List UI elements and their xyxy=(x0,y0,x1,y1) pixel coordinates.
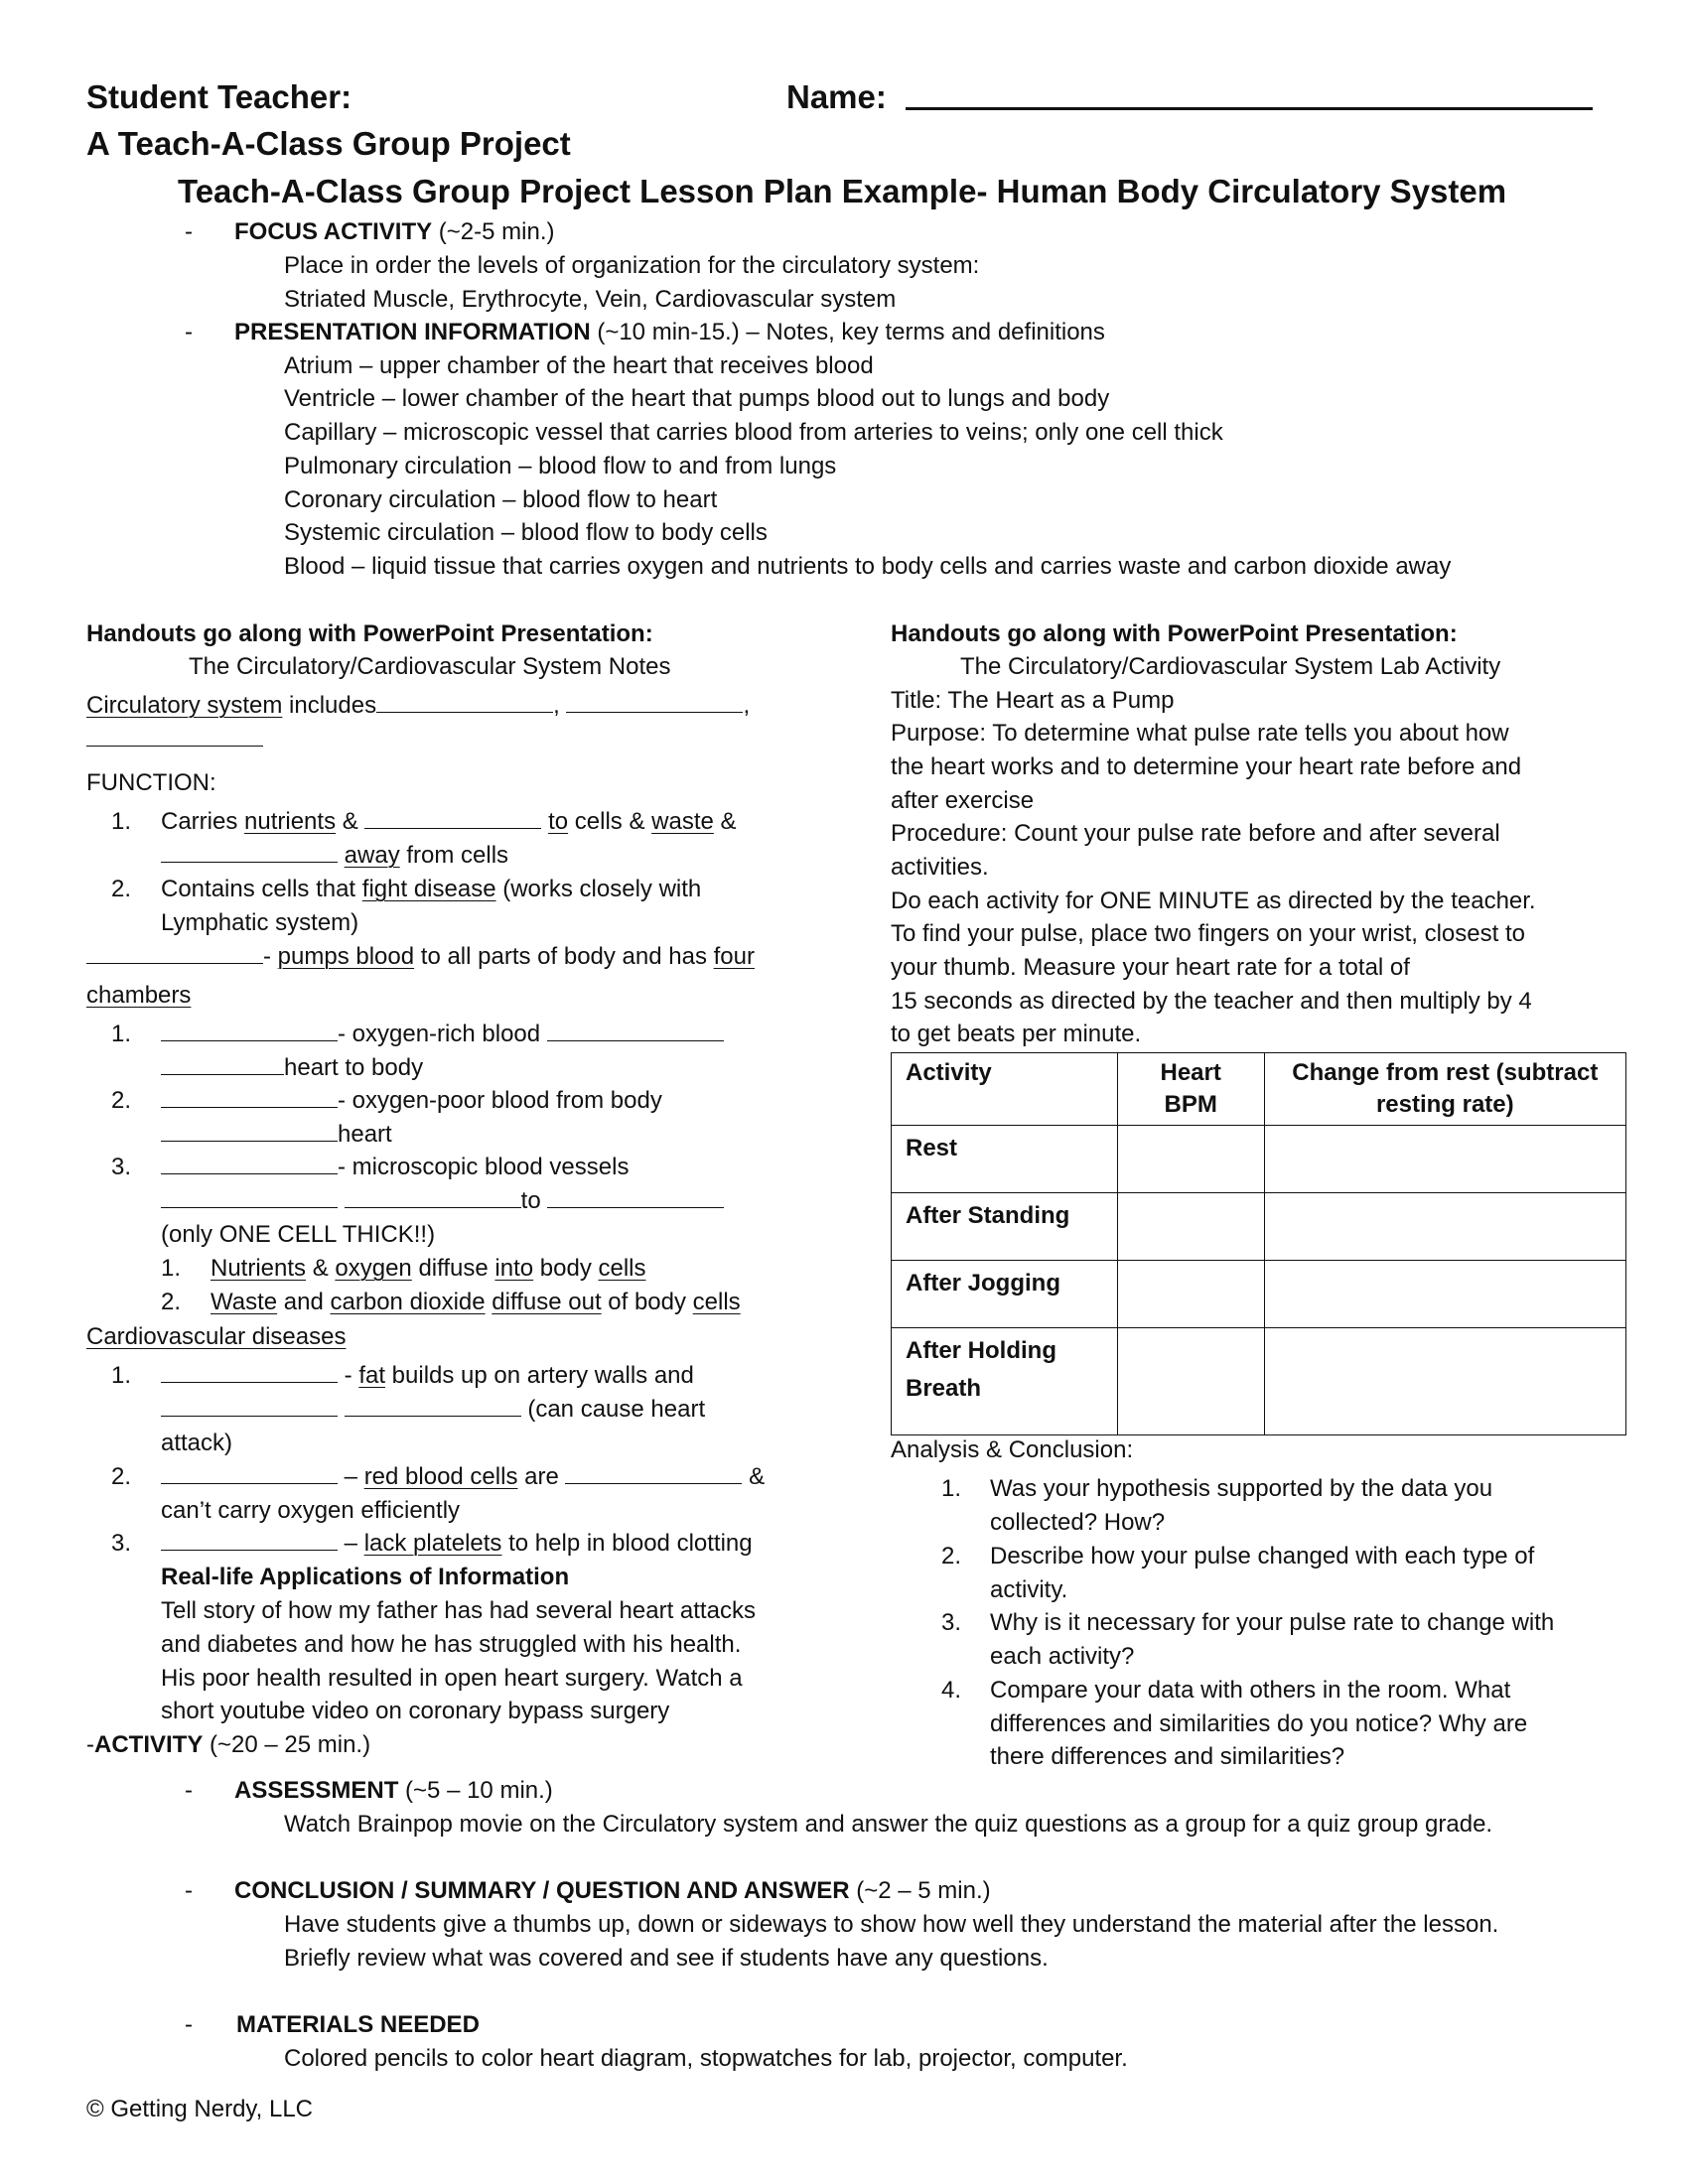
reallife-heading: Real-life Applications of Information xyxy=(161,1564,570,1590)
blank-field[interactable] xyxy=(161,840,338,863)
key-term: fat xyxy=(358,1362,386,1389)
reallife-line: Tell story of how my father has had several heart attacks xyxy=(161,1597,756,1624)
key-term: diffuse out xyxy=(492,1289,602,1315)
key-term: oxygen xyxy=(335,1255,412,1282)
materials-label: MATERIALS NEEDED xyxy=(236,2011,480,2038)
blank-field[interactable] xyxy=(161,1085,338,1108)
key-term: waste xyxy=(651,808,714,835)
text: builds up on artery walls and xyxy=(385,1362,694,1389)
column-header: Heart BPM xyxy=(1117,1053,1264,1126)
list-number: 2. xyxy=(161,1289,182,1315)
disease-2-line-2: can’t carry oxygen efficiently xyxy=(161,1497,461,1524)
text: to all parts of body and has xyxy=(414,943,714,970)
bpm-cell[interactable] xyxy=(1117,1126,1264,1193)
chamber-3 xyxy=(111,1151,629,1184)
chambers-term: chambers xyxy=(86,982,192,1009)
list-number: 2. xyxy=(111,1463,132,1490)
reallife-line: His poor health resulted in open heart surgery. Watch a xyxy=(161,1665,743,1692)
question-text: Compare your data with others in the room. What xyxy=(990,1677,1511,1704)
term-pulmonary: Pulmonary circulation – blood flow to and from lungs xyxy=(284,453,837,479)
conclusion-heading xyxy=(234,1874,991,1908)
one-cell-note: (only ONE CELL THICK!!) xyxy=(161,1221,436,1248)
materials-text: Colored pencils to color heart diagram, stopwatches for lab, projector, computer. xyxy=(284,2045,1128,2072)
assessment-label: ASSESSMENT xyxy=(234,1777,399,1804)
focus-label: FOCUS ACTIVITY xyxy=(234,218,433,245)
text: Contains cells that xyxy=(161,876,362,902)
text: body xyxy=(533,1255,599,1282)
term-ventricle: Ventricle – lower chamber of the heart that pumps blood out to lungs and body xyxy=(284,385,1110,412)
lab-line: Purpose: To determine what pulse rate tells you about how xyxy=(891,720,1509,747)
circ-system-line-2 xyxy=(86,723,263,756)
blank-field[interactable] xyxy=(161,1119,338,1142)
text: – xyxy=(338,1463,364,1490)
blank-field[interactable] xyxy=(161,1394,338,1417)
function-heading: FUNCTION: xyxy=(86,769,216,796)
copyright: © Getting Nerdy, LLC xyxy=(86,2096,313,2122)
lab-line: your thumb. Measure your heart rate for a total of xyxy=(891,954,1410,981)
lab-line: Title: The Heart as a Pump xyxy=(891,687,1175,714)
list-number: 2. xyxy=(111,876,132,902)
activity-cell: After Holding Breath xyxy=(892,1328,1118,1435)
presentation-heading xyxy=(234,316,1105,349)
blank-field[interactable] xyxy=(345,1394,521,1417)
blank-field[interactable] xyxy=(565,1461,742,1484)
circ-system-term: Circulatory system xyxy=(86,692,283,719)
text: - xyxy=(263,943,278,970)
text: & xyxy=(713,808,737,835)
text: of body xyxy=(601,1289,693,1315)
text: & xyxy=(336,808,365,835)
focus-line: Striated Muscle, Erythrocyte, Vein, Cardiovascular system xyxy=(284,286,897,313)
bpm-cell[interactable] xyxy=(1117,1328,1264,1435)
sub-1 xyxy=(161,1252,646,1286)
student-teacher-label: Student Teacher: xyxy=(86,78,352,115)
list-number: 1. xyxy=(111,1362,132,1389)
chamber-2 xyxy=(111,1084,662,1118)
text: - microscopic blood vessels xyxy=(338,1154,630,1180)
conclusion-label: CONCLUSION / SUMMARY / QUESTION AND ANSWER xyxy=(234,1877,850,1904)
blank-field[interactable] xyxy=(547,1019,724,1041)
function-2-line-2: Lymphatic system) xyxy=(161,909,359,936)
disease-2 xyxy=(111,1460,765,1494)
key-term: four xyxy=(713,943,755,970)
notes-heading: Handouts go along with PowerPoint Presentation: xyxy=(86,620,653,647)
comma: , xyxy=(743,692,751,719)
key-term: lack platelets xyxy=(363,1530,502,1557)
key-term: Nutrients xyxy=(211,1255,307,1282)
blank-field[interactable] xyxy=(161,1185,338,1208)
presentation-time: (~10 min-15.) – Notes, key terms and definitions xyxy=(590,319,1105,345)
chamber-1-line-2 xyxy=(161,1051,423,1085)
presentation-bullet: - xyxy=(185,319,193,345)
key-term: to xyxy=(548,808,569,835)
key-term: cells xyxy=(598,1255,646,1282)
heart-line xyxy=(86,940,755,974)
analysis-heading: Analysis & Conclusion: xyxy=(891,1436,1134,1463)
blank-field[interactable] xyxy=(364,806,541,829)
table-row xyxy=(892,1126,1626,1193)
lab-subtitle: The Circulatory/Cardiovascular System Lab Activity xyxy=(960,653,1501,680)
lab-line: 15 seconds as directed by the teacher and then multiply by 4 xyxy=(891,988,1532,1015)
activity-time: (~20 – 25 min.) xyxy=(203,1731,371,1758)
activity-bullet: - xyxy=(86,1731,94,1758)
key-term: red blood cells xyxy=(363,1463,518,1490)
question-text: activity. xyxy=(990,1576,1068,1603)
key-term: fight disease xyxy=(361,876,496,902)
project-label: A Teach-A-Class Group Project xyxy=(86,125,571,162)
conclusion-time: (~2 – 5 min.) xyxy=(849,1877,991,1904)
includes-text: includes xyxy=(282,692,377,719)
list-number: 1. xyxy=(111,808,132,835)
name-field[interactable] xyxy=(906,107,1593,110)
list-number: 1. xyxy=(161,1255,182,1282)
blank-field[interactable] xyxy=(161,1461,338,1484)
term-coronary: Coronary circulation – blood flow to heart xyxy=(284,486,718,513)
diseases-heading: Cardiovascular diseases xyxy=(86,1323,347,1350)
assessment-text: Watch Brainpop movie on the Circulatory system and answer the quiz questions as a group for a quiz group grade. xyxy=(284,1811,1493,1838)
text: heart to body xyxy=(284,1054,424,1081)
activity-heading xyxy=(86,1728,370,1762)
lab-line: after exercise xyxy=(891,787,1035,814)
list-number: 3. xyxy=(111,1154,132,1180)
column-header: Activity xyxy=(892,1053,1118,1126)
chamber-2-line-2 xyxy=(161,1118,392,1152)
text: heart xyxy=(338,1121,392,1148)
key-term: carbon dioxide xyxy=(330,1289,486,1315)
term-blood: Blood – liquid tissue that carries oxygen and nutrients to body cells and carries waste and carbon dioxide away xyxy=(284,553,1452,580)
materials-bullet: - xyxy=(185,2011,193,2038)
blank-field[interactable] xyxy=(86,724,263,747)
disease-1-line-2 xyxy=(161,1393,705,1427)
text: cells & xyxy=(568,808,652,835)
activity-cell: After Standing xyxy=(892,1193,1118,1261)
sub-2 xyxy=(161,1286,741,1319)
reallife-line: short youtube video on coronary bypass surgery xyxy=(161,1698,670,1724)
table-row xyxy=(892,1193,1626,1261)
focus-bullet: - xyxy=(185,218,193,245)
text: Carries xyxy=(161,808,245,835)
text: - oxygen-rich blood xyxy=(338,1021,541,1047)
activity-label: ACTIVITY xyxy=(94,1731,204,1758)
question-text: there differences and similarities? xyxy=(990,1743,1345,1770)
reallife-line: and diabetes and how he has struggled with his health. xyxy=(161,1631,742,1658)
text: & xyxy=(306,1255,336,1282)
blank-field[interactable] xyxy=(161,1152,338,1174)
question-number: 4. xyxy=(941,1677,962,1704)
blank-field[interactable] xyxy=(376,690,553,713)
question-text: each activity? xyxy=(990,1643,1135,1670)
page-title: Teach-A-Class Group Project Lesson Plan Example- Human Body Circulatory System xyxy=(178,173,1507,209)
list-number: 2. xyxy=(111,1087,132,1114)
blank-field[interactable] xyxy=(547,1185,724,1208)
column-header: Change from rest (subtract resting rate) xyxy=(1264,1053,1625,1126)
blank-field[interactable] xyxy=(161,1360,338,1383)
question-number: 2. xyxy=(941,1543,962,1570)
text: to help in blood clotting xyxy=(501,1530,753,1557)
key-term: away xyxy=(344,842,400,869)
lab-line: activities. xyxy=(891,854,989,881)
question-text: collected? How? xyxy=(990,1509,1166,1536)
blank-field[interactable] xyxy=(161,1052,284,1075)
text: (works closely with xyxy=(495,876,702,902)
lab-line: To find your pulse, place two fingers on your wrist, closest to xyxy=(891,920,1525,947)
text: to xyxy=(520,1187,541,1214)
change-cell[interactable] xyxy=(1264,1261,1625,1328)
text: are xyxy=(517,1463,566,1490)
conclusion-bullet: - xyxy=(185,1877,193,1904)
change-cell[interactable] xyxy=(1264,1328,1625,1435)
text: – xyxy=(338,1530,364,1557)
question-number: 1. xyxy=(941,1475,962,1502)
focus-heading xyxy=(234,215,555,249)
key-term: cells xyxy=(692,1289,741,1315)
activity-cell: After Jogging xyxy=(892,1261,1118,1328)
term-systemic: Systemic circulation – blood flow to body cells xyxy=(284,519,768,546)
conclusion-line: Have students give a thumbs up, down or sideways to show how well they understand the material after the lesson. xyxy=(284,1911,1499,1938)
key-term: nutrients xyxy=(244,808,337,835)
lab-line: Do each activity for ONE MINUTE as directed by the teacher. xyxy=(891,887,1536,914)
change-cell[interactable] xyxy=(1264,1193,1625,1261)
question-text: differences and similarities do you notice? Why are xyxy=(990,1710,1528,1737)
text: and xyxy=(277,1289,331,1315)
list-number: 3. xyxy=(111,1530,132,1557)
lab-line: to get beats per minute. xyxy=(891,1021,1142,1047)
key-term: pumps blood xyxy=(277,943,415,970)
change-cell[interactable] xyxy=(1264,1126,1625,1193)
question-number: 3. xyxy=(941,1609,962,1636)
lab-line: Procedure: Count your pulse rate before and after several xyxy=(891,820,1500,847)
assessment-time: (~5 – 10 min.) xyxy=(398,1777,553,1804)
assessment-bullet: - xyxy=(185,1777,193,1804)
text: - oxygen-poor blood from body xyxy=(338,1087,662,1114)
list-number: 1. xyxy=(111,1021,132,1047)
table-row xyxy=(892,1328,1626,1435)
bpm-cell[interactable] xyxy=(1117,1261,1264,1328)
key-term: Waste xyxy=(211,1289,278,1315)
name-label: Name: xyxy=(786,78,887,115)
circ-system-line xyxy=(86,689,750,723)
focus-line: Place in order the levels of organization for the circulatory system: xyxy=(284,252,980,279)
bpm-cell[interactable] xyxy=(1117,1193,1264,1261)
chamber-1 xyxy=(111,1018,724,1051)
chamber-3-line-2 xyxy=(161,1184,724,1218)
blank-field[interactable] xyxy=(566,690,743,713)
conclusion-line: Briefly review what was covered and see if students have any questions. xyxy=(284,1945,1049,1972)
key-term: into xyxy=(494,1255,534,1282)
blank-field[interactable] xyxy=(161,1019,338,1041)
term-atrium: Atrium – upper chamber of the heart that receives blood xyxy=(284,352,874,379)
notes-subtitle: The Circulatory/Cardiovascular System Notes xyxy=(189,653,671,680)
blank-field[interactable] xyxy=(86,941,263,964)
question-text: Was your hypothesis supported by the data you xyxy=(990,1475,1493,1502)
table-row xyxy=(892,1261,1626,1328)
disease-1 xyxy=(111,1359,694,1393)
blank-field[interactable] xyxy=(161,1528,338,1551)
function-2 xyxy=(111,873,701,906)
lab-heading: Handouts go along with PowerPoint Presentation: xyxy=(891,620,1458,647)
text: & xyxy=(742,1463,766,1490)
focus-time: (~2-5 min.) xyxy=(432,218,555,245)
function-1 xyxy=(111,805,737,839)
disease-3 xyxy=(111,1527,753,1561)
term-capillary: Capillary – microscopic vessel that carries blood from arteries to veins; only one cell thick xyxy=(284,419,1223,446)
comma: , xyxy=(553,692,560,719)
question-text: Why is it necessary for your pulse rate to change with xyxy=(990,1609,1555,1636)
text: (can cause heart xyxy=(520,1396,706,1423)
text: from cells xyxy=(399,842,509,869)
lab-data-table xyxy=(891,1052,1626,1435)
lab-line: the heart works and to determine your heart rate before and xyxy=(891,753,1522,780)
text: diffuse xyxy=(411,1255,495,1282)
function-1-line-2 xyxy=(161,839,508,873)
presentation-label: PRESENTATION INFORMATION xyxy=(234,319,591,345)
question-text: Describe how your pulse changed with each type of xyxy=(990,1543,1535,1570)
activity-cell: Rest xyxy=(892,1126,1118,1193)
blank-field[interactable] xyxy=(345,1185,521,1208)
table-header-row xyxy=(892,1053,1626,1126)
text: - xyxy=(338,1362,359,1389)
assessment-heading xyxy=(234,1774,553,1808)
disease-1-line-3: attack) xyxy=(161,1430,233,1456)
